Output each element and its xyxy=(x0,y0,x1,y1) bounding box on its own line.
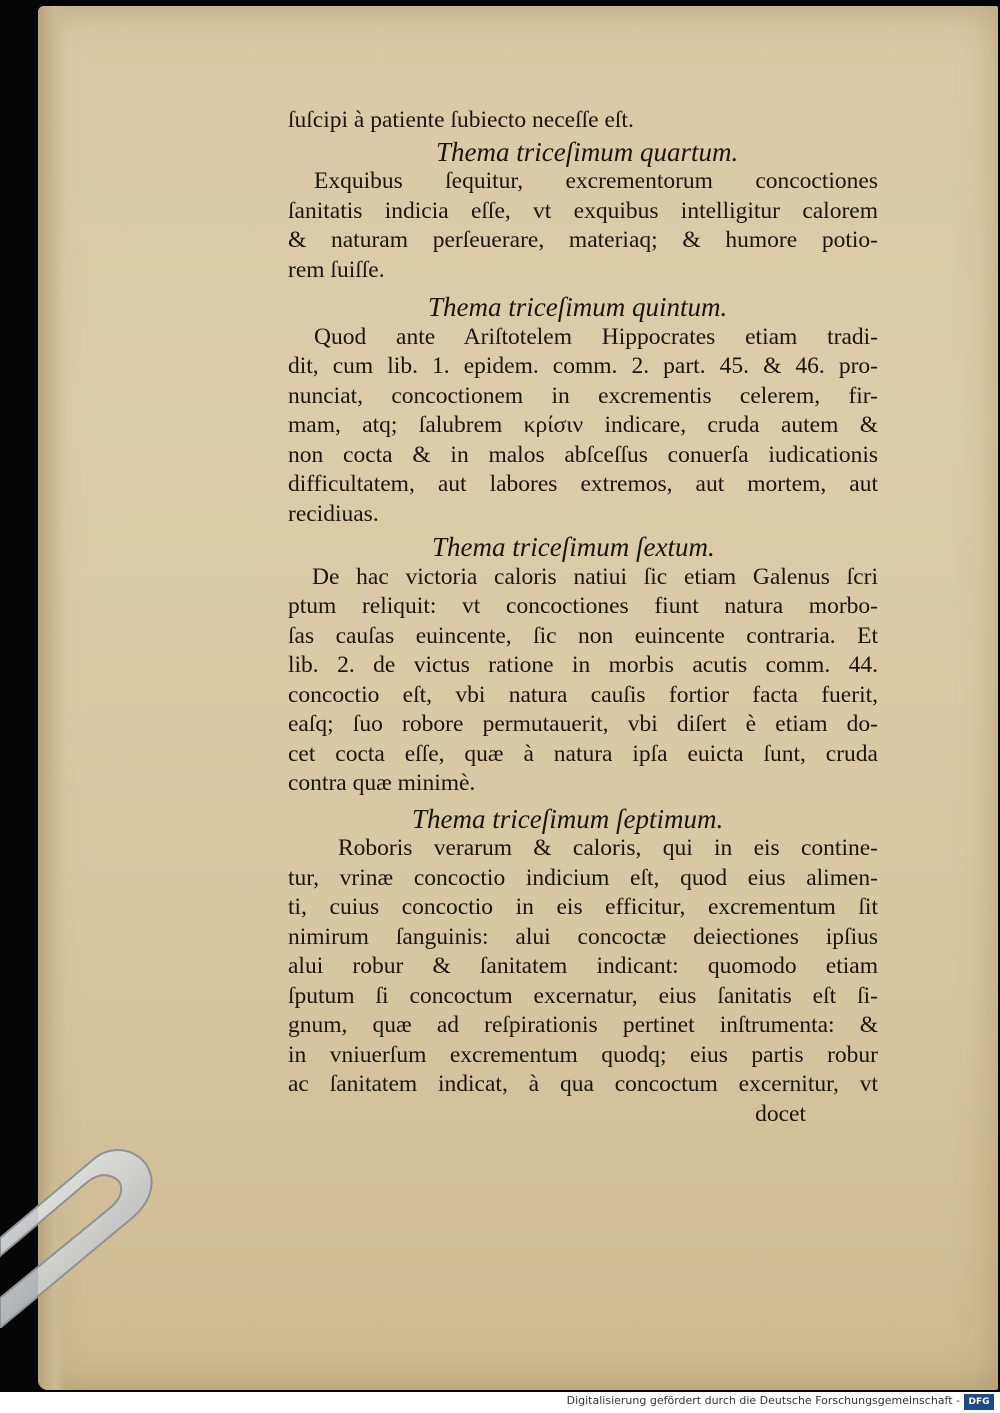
text-line: ſuſcipi à patiente ſubiecto neceſſe eſt. xyxy=(288,107,634,133)
text-line: ti, cuius concoctio in eis efficitur, excrementum ſit xyxy=(288,894,878,920)
footer-bar xyxy=(0,1392,1000,1413)
dfg-logo: DFG xyxy=(964,1394,994,1410)
text-line: contra quæ minimè. xyxy=(288,770,476,796)
thema-paragraph-36 xyxy=(288,563,878,799)
text-line: ſputum ſi concoctum excernatur, eius ſanitatis eſt ſi- xyxy=(288,982,878,1009)
text-line: cet cocta eſſe, quæ à natura ipſa euicta ſunt, cruda xyxy=(288,740,878,767)
text-line: ſas cauſas euincente, ſic non euincente contraria. Et xyxy=(288,622,878,649)
text-line: in vniuerſum excrementum quodq; eius partis robur xyxy=(288,1041,878,1068)
text-line: alui robur & ſanitatem indicant: quomodo etiam xyxy=(288,953,878,979)
thema-paragraph-34 xyxy=(288,167,878,285)
funding-credit: Digitalisierung gefördert durch die Deutsche Forschungsgemeinschaft - xyxy=(566,1394,960,1407)
text-line: gnum, quæ ad reſpirationis pertinet inſtrumenta: & xyxy=(288,1012,878,1038)
text-line: dit, cum lib. 1. epidem. comm. 2. part. 45. & 46. pro- xyxy=(288,353,878,379)
page-clip-icon xyxy=(0,1138,165,1328)
thema-paragraph-37 xyxy=(288,834,878,1100)
text-line: recidiuas. xyxy=(288,500,379,527)
text-line: Quod ante Ariſtotelem Hippocrates etiam tradi- xyxy=(314,323,878,350)
text-line: nunciat, concoctionem in excrementis celerem, fir- xyxy=(288,382,878,409)
thema-heading-34: Thema triceſimum quartum. xyxy=(436,136,739,167)
text-line: tur, vrinæ concoctio indicium eſt, quod eius alimen- xyxy=(288,864,878,891)
text-line: De hac victoria caloris natiui ſic etiam Galenus ſcri xyxy=(312,563,878,590)
text-line: concoctio eſt, vbi natura cauſis fortior facta fuerit, xyxy=(288,681,878,708)
text-line: rem ſuiſſe. xyxy=(288,256,385,283)
text-line: non cocta & in malos abſceſſus conuerſa iudicationis xyxy=(288,441,878,468)
text-line: lib. 2. de victus ratione in morbis acutis comm. 44. xyxy=(288,652,878,678)
text-line: Roboris verarum & caloris, qui in eis contine- xyxy=(338,835,878,861)
text-line: ptum reliquit: vt concoctiones fiunt natura morbo- xyxy=(288,593,878,619)
thema-heading-36: Thema triceſimum ſextum. xyxy=(432,532,715,562)
page-text xyxy=(288,106,878,1129)
text-line: nimirum ſanguinis: alui concoctæ deiectiones ipſius xyxy=(288,923,878,950)
text-line: Exquibus ſequitur, excrementorum concoctiones xyxy=(314,168,878,194)
text-line: & naturam perſeuerare, materiaq; & humore potio- xyxy=(288,227,878,253)
thema-heading-37: Thema triceſimum ſeptimum. xyxy=(412,803,724,834)
thema-paragraph-35 xyxy=(288,323,878,530)
text-line: ſanitatis indicia eſſe, vt exquibus intelligitur calorem xyxy=(288,197,878,224)
thema-heading-35: Thema triceſimum quintum. xyxy=(428,292,728,322)
text-line: difficultatem, aut labores extremos, aut mortem, aut xyxy=(288,471,878,497)
text-line: ac ſanitatem indicat, à qua concoctum excernitur, vt xyxy=(288,1071,878,1097)
catchword: docet xyxy=(755,1100,806,1127)
text-line: mam, atq; ſalubrem κρίσιν indicare, cruda autem & xyxy=(288,412,878,438)
text-line: eaſq; ſuo robore permutauerit, vbi diſert è etiam do- xyxy=(288,711,878,737)
